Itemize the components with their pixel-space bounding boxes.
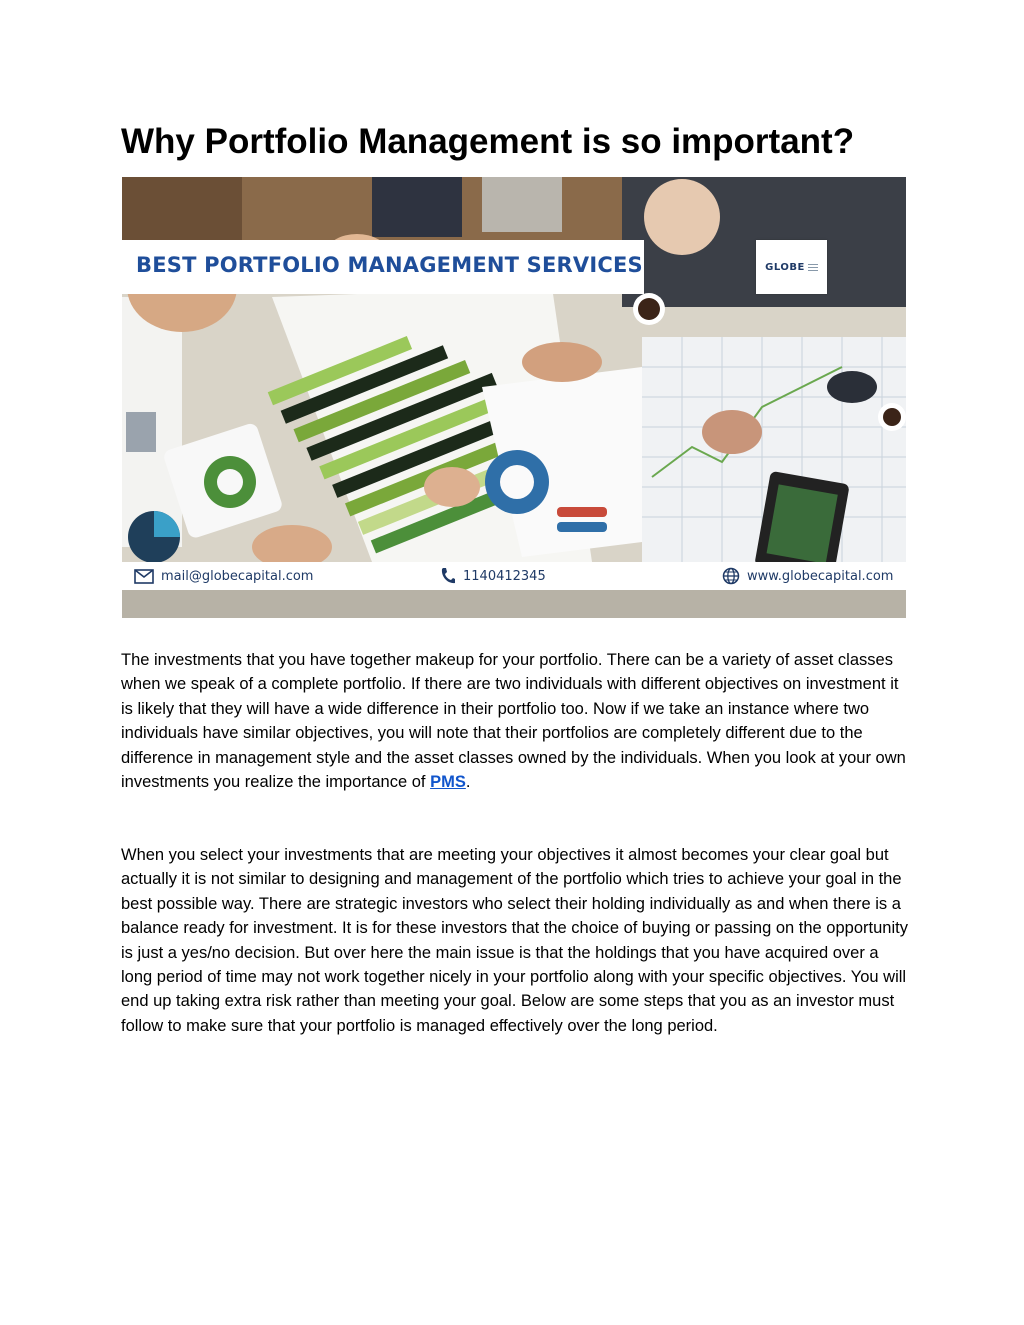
banner-image	[122, 177, 906, 618]
banner-headline: BEST PORTFOLIO MANAGEMENT SERVICES	[136, 253, 643, 277]
website-text: www.globecapital.com	[747, 568, 894, 584]
contact-bar	[122, 562, 906, 590]
page-title: Why Portfolio Management is so important?	[121, 122, 855, 161]
paragraph-2: When you select your investments that are meeting your objectives it almost becomes your clear goal but actually it is not similar to designing and management of the portfolio which tries to achieve your goal in the best possible way. There are strategic investors who select their holding individually as and when there is a balance ready for investment. It is for these investors that the choice of buying or passing on the opportunity is just a yes/no decision. But over here the main issue is that the holdings that you have acquired over a long period of time may not work together nicely in your portfolio along with your specific objectives. You will end up taking extra risk rather than meeting your goal. Below are some steps that you as an investor must follow to make sure that your portfolio is managed effectively over the long period.	[121, 846, 908, 1035]
phone-text: 1140412345	[463, 568, 546, 584]
globe-icon	[722, 567, 740, 585]
website-contact	[722, 562, 893, 590]
phone-contact	[440, 562, 546, 590]
pms-link[interactable]: PMS	[430, 773, 466, 792]
paragraph-1-text: The investments that you have together makeup for your portfolio. There can be a variety of asset classes when we speak of a complete portfolio. If there are two individuals with different objectives on investment it is likely that they will have a wide difference in their portfolio too. Now if we take an instance where two individuals have similar objectives, you will note that their portfolios are completely different due to the difference in management style and the asset classes owned by the individuals. When you look at your own investments you realize the importance of	[121, 651, 906, 792]
paragraph-1	[121, 648, 911, 794]
email-contact	[134, 562, 313, 590]
phone-icon	[440, 567, 456, 585]
logo-brand: GLOBE	[765, 261, 805, 273]
email-text: mail@globecapital.com	[161, 568, 314, 584]
paragraph-1-end: .	[465, 773, 471, 792]
logo-lines-icon	[808, 264, 818, 271]
globe-logo	[756, 240, 827, 294]
mail-icon	[134, 569, 154, 584]
